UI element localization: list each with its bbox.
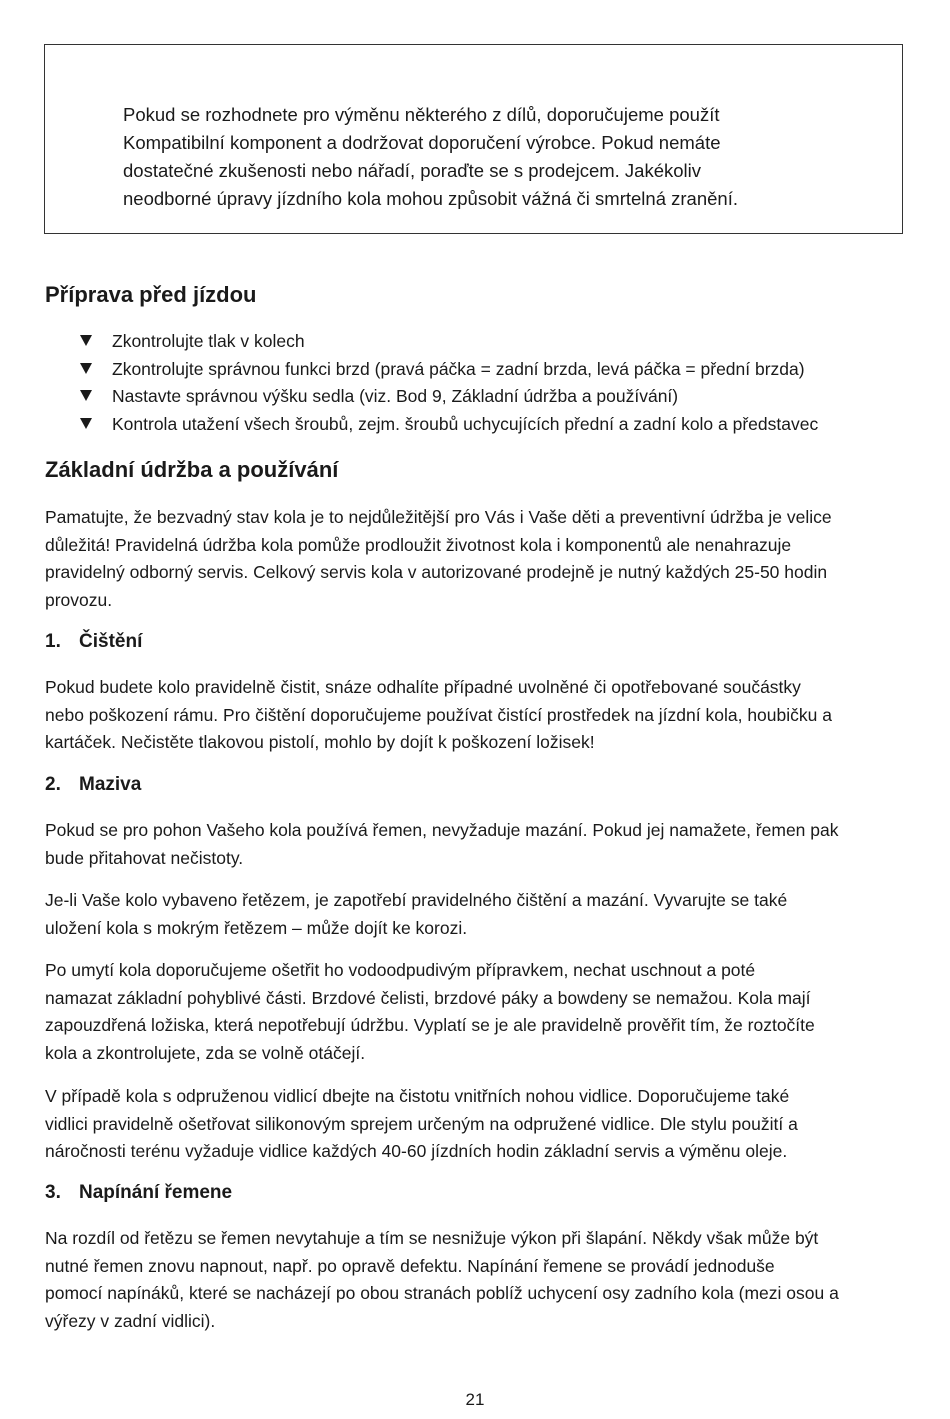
paragraph-line: Pokud budete kolo pravidelně čistit, snáze odhalíte případné uvolněné či opotřebované součástky: [45, 677, 801, 697]
bullet-text: Kontrola utažení všech šroubů, zejm. šroubů uchycujících přední a zadní kolo a představec: [112, 414, 819, 434]
bullet-text: Zkontrolujte správnou funkci brzd (pravá páčka = zadní brzda, levá páčka = přední brzda): [112, 359, 805, 379]
paragraph-line: pomocí napínáků, které se nacházejí po obou stranách poblíž uchycení osy zadního kola (mezi osou a: [45, 1283, 839, 1304]
paragraph-line: bude přitahovat nečistoty.: [45, 847, 244, 868]
paragraph-line: namazat základní pohyblivé části. Brzdové čelisti, brzdové páky a bowdeny se nemažou. Kola mají: [45, 987, 811, 1008]
notice-line: neodborné úpravy jízdního kola mohou způsobit vážná či smrtelná zranění.: [123, 188, 738, 209]
notice-line: Pokud se rozhodnete pro výměnu některého z dílů, doporučujeme použít: [123, 104, 720, 125]
section-paragraph: [45, 957, 915, 1067]
section-title: Napínání řemene: [79, 1182, 233, 1203]
triangle-bullet-icon: [80, 390, 92, 401]
section-paragraph: [45, 674, 915, 757]
section-number: 3.: [45, 1182, 61, 1203]
paragraph-line: zapouzdřená ložiska, která nepotřebují údržbu. Vyplatí se je ale pravidelně prověřit tím, že roztočíte: [45, 1015, 815, 1036]
bullet-item: [80, 328, 305, 354]
section-heading: [45, 631, 142, 653]
paragraph-line: vidlici pravidelně ošetřovat silikonovým sprejem určeným na odpružené vidlice. Dle stylu použití a: [45, 1113, 798, 1134]
section-number: 2.: [45, 774, 61, 795]
bullet-item: [80, 411, 818, 437]
paragraph-line: Je-li Vaše kolo vybaveno řetězem, je zapotřebí pravidelného čištění a mazání. Vyvarujte se také: [45, 890, 788, 910]
section-heading: [45, 1182, 232, 1204]
paragraph-line: Po umytí kola doporučujeme ošetřit ho vodoodpudivým přípravkem, nechat uschnout a poté: [45, 960, 756, 980]
paragraph-line: nebo poškození rámu. Pro čištění doporučujeme používat čistící prostředek na jízdní kola, houbičku a: [45, 704, 832, 725]
bullet-text: Nastavte správnou výšku sedla (viz. Bod 9, Základní údržba a používání): [112, 386, 679, 406]
triangle-bullet-icon: [80, 335, 92, 346]
bullet-item: [80, 356, 805, 382]
paragraph-line: pravidelný odborný servis. Celkový servis kola v autorizované prodejně je nutný každých 25-50 hodin: [45, 562, 828, 583]
paragraph-line: uložení kola s mokrým řetězem – může dojít ke korozi.: [45, 917, 468, 938]
preparation-heading: Příprava před jízdou: [45, 282, 257, 307]
paragraph-line: důležitá! Pravidelná údržba kola pomůže prodloužit životnost kola i komponentů ale nenahrazuje: [45, 534, 792, 555]
notice-line: Kompatibilní komponent a dodržovat doporučení výrobce. Pokud nemáte: [123, 132, 721, 153]
paragraph-line: kartáček. Nečistěte tlakovou pistolí, mohlo by dojít k poškození ložisek!: [45, 732, 595, 753]
section-title: Čištění: [79, 631, 143, 652]
section-title: Maziva: [79, 774, 142, 795]
paragraph-line: Na rozdíl od řetězu se řemen nevytahuje a tím se nesnižuje výkon při šlapání. Někdy však může být: [45, 1228, 819, 1248]
section-number: 1.: [45, 631, 61, 652]
paragraph-line: nutné řemen znovu napnout, např. po opravě defektu. Napínání řemene se provádí jednoduše: [45, 1255, 775, 1276]
paragraph-line: náročnosti terénu vyžaduje vidlice každých 40-60 jízdních hodin základní servis a výměnu oleje.: [45, 1141, 788, 1162]
paragraph-line: výřezy v zadní vidlici).: [45, 1310, 216, 1331]
maintenance-intro-paragraph: [45, 504, 915, 614]
triangle-bullet-icon: [80, 418, 92, 429]
paragraph-line: Pokud se pro pohon Vašeho kola používá řemen, nevyžaduje mazání. Pokud jej namažete, řemen pak: [45, 820, 839, 840]
paragraph-line: kola a zkontrolujete, zda se volně otáčejí.: [45, 1042, 366, 1063]
warning-notice-box: [44, 44, 903, 234]
section-paragraph: [45, 1083, 915, 1166]
paragraph-line: provozu.: [45, 589, 113, 610]
triangle-bullet-icon: [80, 363, 92, 374]
maintenance-heading: Základní údržba a používání: [45, 457, 339, 482]
paragraph-line: Pamatujte, že bezvadný stav kola je to nejdůležitější pro Vás i Vaše děti a preventivní údržba je velice: [45, 507, 832, 527]
section-paragraph: [45, 1225, 915, 1335]
page-number: 21: [465, 1390, 485, 1409]
section-paragraph: [45, 817, 915, 872]
section-paragraph: [45, 887, 915, 942]
bullet-item: [80, 383, 678, 409]
section-heading: [45, 774, 141, 796]
bullet-text: Zkontrolujte tlak v kolech: [112, 331, 305, 351]
notice-line: dostatečné zkušenosti nebo nářadí, poraďte se s prodejcem. Jakékoliv: [123, 160, 702, 181]
paragraph-line: V případě kola s odpruženou vidlicí dbejte na čistotu vnitřních nohou vidlice. Doporučujeme také: [45, 1086, 790, 1106]
